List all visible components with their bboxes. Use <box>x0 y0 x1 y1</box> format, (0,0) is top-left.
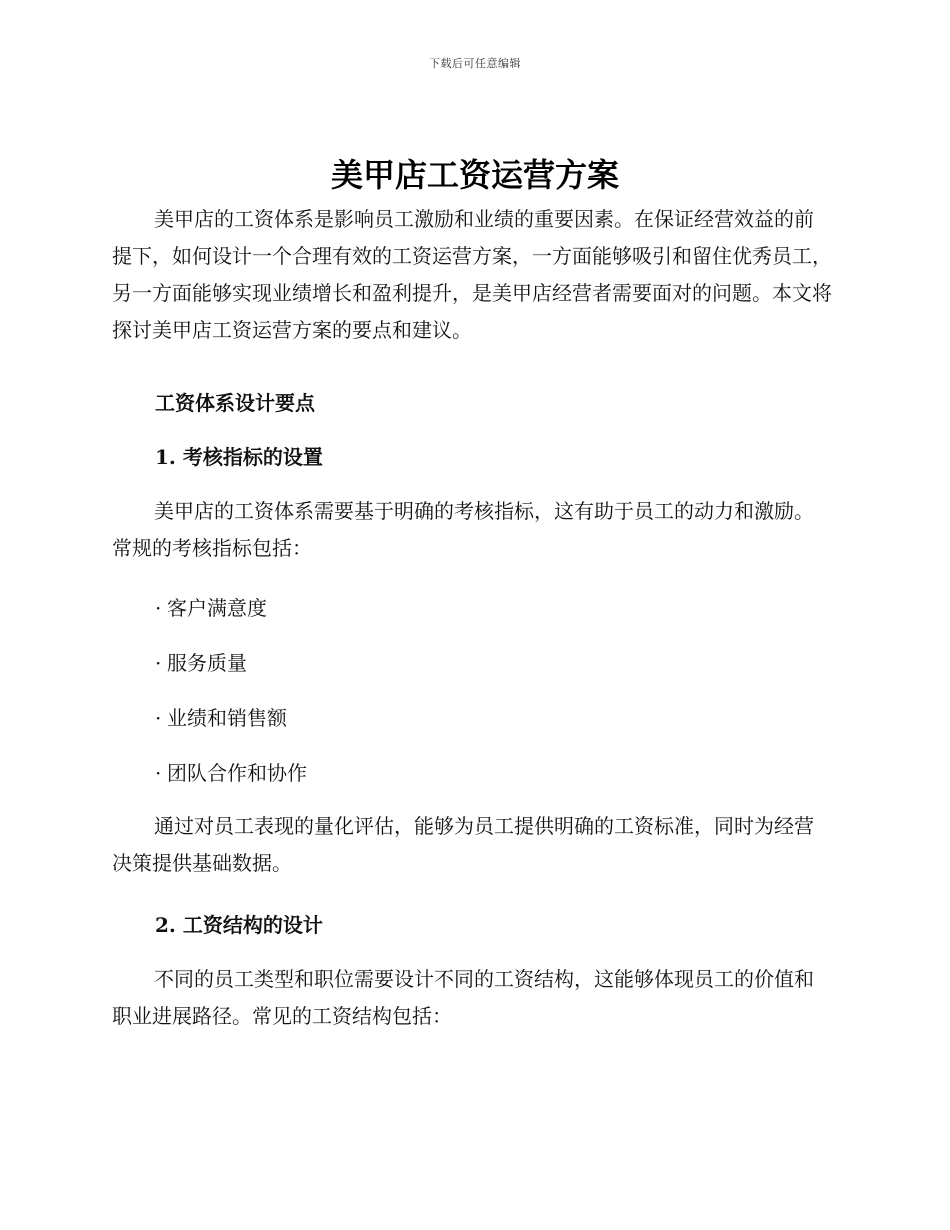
bullet-icon: · <box>155 651 162 675</box>
section2-paragraph: 不同的员工类型和职位需要设计不同的工资结构，这能够体现员工的价值和职业进展路径。常见的工资结构包括： <box>112 967 814 1028</box>
document-title: 美甲店工资运营方案 <box>330 156 619 194</box>
bullet-icon: · <box>155 596 162 620</box>
list-item <box>155 593 267 623</box>
section1-conclusion: 通过对员工表现的量化评估，能够为员工提供明确的工资标准，同时为经营决策提供基础数据。 <box>112 814 814 875</box>
list-item <box>155 703 287 733</box>
bullet-icon: · <box>155 706 162 730</box>
list-item-text: 团队合作和协作 <box>167 761 307 785</box>
list-item-text: 服务质量 <box>167 651 247 675</box>
list-item-text: 业绩和销售额 <box>167 706 287 730</box>
list-item-text: 客户满意度 <box>167 596 267 620</box>
section1-heading: 1. 考核指标的设置 <box>155 445 323 469</box>
intro-paragraph: 美甲店的工资体系是影响员工激励和业绩的重要因素。在保证经营效益的前提下，如何设计一个合理有效的工资运营方案，一方面能够吸引和留住优秀员工，另一方面能够实现业绩增长和盈利提升，是美甲店经营者需要面对的问题。本文将探讨美甲店工资运营方案的要点和建议。 <box>112 207 832 342</box>
section2-heading: 2. 工资结构的设计 <box>155 913 323 937</box>
section1-paragraph: 美甲店的工资体系需要基于明确的考核指标，这有助于员工的动力和激励。常规的考核指标包括： <box>112 499 814 560</box>
list-item <box>155 648 247 678</box>
header-note: 下载后可任意编辑 <box>429 57 521 70</box>
bullet-icon: · <box>155 761 162 785</box>
section-heading: 工资体系设计要点 <box>155 391 315 415</box>
list-item <box>155 758 307 788</box>
